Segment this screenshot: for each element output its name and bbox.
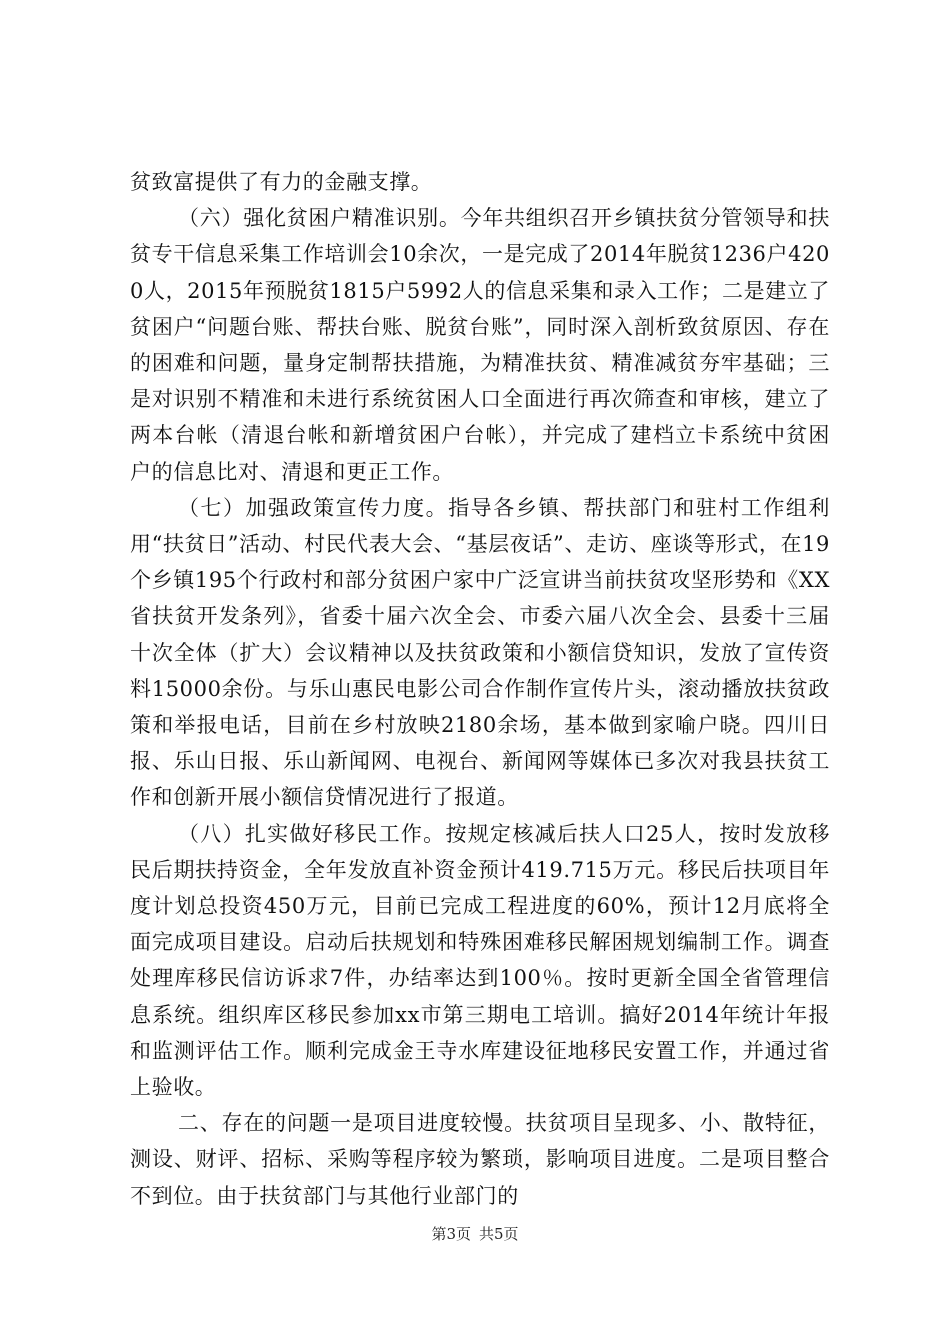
paragraph-section-6: （六）强化贫困户精准识别。今年共组织召开乡镇扶贫分管领导和扶贫专干信息采集工作培训会10余次，一是完成了2014年脱贫1236户4200人，2015年预脱贫1815户5992人的信息采集和录入工作；二是建立了贫困户“问题台账、帮扶台账、脱贫台账”，同时深入剖析致贫原因、存在的困难和问题，量身定制帮扶措施，为精准扶贫、精准减贫夯牢基础；三是对识别不精准和未进行系统贫困人口全面进行再次筛查和审核，建立了两本台帐（清退台帐和新增贫困户台帐），并完成了建档立卡系统中贫困户的信息比对、清退和更正工作。 (130, 206, 830, 484)
document-body (130, 164, 830, 1214)
page-number: 第3页 (431, 1225, 471, 1243)
page-footer (0, 1224, 950, 1244)
paragraph-section-7: （七）加强政策宣传力度。指导各乡镇、帮扶部门和驻村工作组利用“扶贫日”活动、村民代表大会、“基层夜话”、走访、座谈等形式，在19个乡镇195个行政村和部分贫困户家中广泛宣讲当前扶贫攻坚形势和《XX省扶贫开发条列》，省委十届六次全会、市委六届八次全会、县委十三届十次全体（扩大）会议精神以及扶贫政策和小额信贷知识，发放了宣传资料15000余份。与乐山惠民电影公司合作制作宣传片头，滚动播放扶贫政策和举报电话，目前在乡村放映2180余场，基本做到家喻户晓。四川日报、乐山日报、乐山新闻网、电视台、新闻网等媒体已多次对我县扶贫工作和创新开展小额信贷情况进行了报道。 (130, 495, 830, 810)
page-total: 共5页 (479, 1225, 519, 1243)
paragraph-section-8: （八）扎实做好移民工作。按规定核减后扶人口25人，按时发放移民后期扶持资金，全年发放直补资金预计419.715万元。移民后扶项目年度计划总投资450万元，目前已完成工程进度的60%，预计12月底将全面完成项目建设。启动后扶规划和特殊困难移民解困规划编制工作。调查处理库移民信访诉求7件，办结率达到100％。按时更新全国全省管理信息系统。组织库区移民参加xx市第三期电工培训。搞好2014年统计年报和监测评估工作。顺利完成金王寺水库建设征地移民安置工作，并通过省上验收。 (130, 821, 830, 1100)
paragraph-continuation: 贫致富提供了有力的金融支撑。 (130, 170, 433, 194)
paragraph-problems: 二、存在的问题一是项目进度较慢。扶贫项目呈现多、小、散特征，测设、财评、招标、采购等程序较为繁琐，影响项目进度。二是项目整合不到位。由于扶贫部门与其他行业部门的 (130, 1111, 830, 1208)
